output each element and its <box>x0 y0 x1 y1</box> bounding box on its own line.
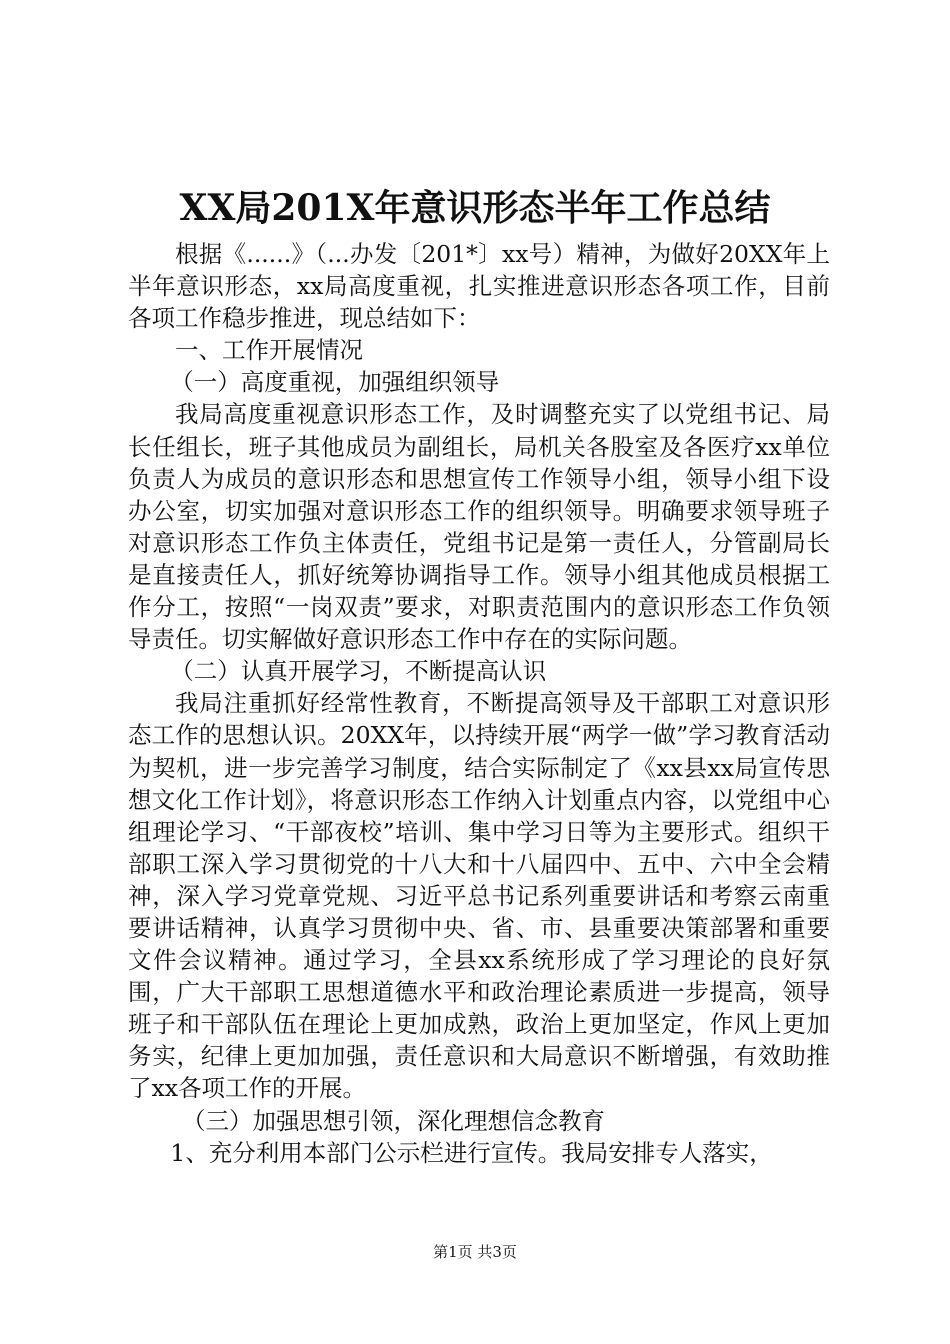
paragraph-study: 我局注重抓好经常性教育，不断提高领导及干部职工对意识形态工作的思想认识。20XX年，以持续开展“两学一做”学习教育活动为契机，进一步完善学习制度，结合实际制定了《xx县xx局宣传思想文化工作计划》，将意识形态工作纳入计划重点内容，以党组中心组理论学习、“干部夜校”培训、集中学习日等为主要形式。组织干部职工深入学习贯彻党的十八大和十八届四中、五中、六中全会精神，深入学习党章党规、习近平总书记系列重要讲话和考察云南重要讲话精神，认真学习贯彻中央、省、市、县重要决策部署和重要文件会议精神。通过学习，全县xx系统形成了学习理论的良好氛围，广大干部职工思想道德水平和政治理论素质进一步提高，领导班子和干部队伍在理论上更加成熟，政治上更加坚定，作风上更加务实，纪律上更加加强，责任意识和大局意识不断增强，有效助推了xx各项工作的开展。 <box>128 689 830 1103</box>
paragraph-organization: 我局高度重视意识形态工作，及时调整充实了以党组书记、局长任组长，班子其他成员为副组长，局机关各股室及各医疗xx单位负责人为成员的意识形态和思想宣传工作领导小组，领导小组下设办公室，切实加强对意识形态工作的组织领导。明确要求领导班子对意识形态工作负主体责任，党组书记是第一责任人，分管副局长是直接责任人，抓好统筹协调指导工作。领导小组其他成员根据工作分工，按照“一岗双责”要求，对职责范围内的意识形态工作负领导责任。切实解做好意识形态工作中存在的实际问题。 <box>128 400 830 654</box>
subsection-heading-3: （三）加强思想引领，深化理想信念教育 <box>182 1106 606 1135</box>
document-body <box>128 238 830 1169</box>
page-footer: 第1页 共3页 <box>433 1243 517 1261</box>
paragraph-bulletin: 1、充分利用本部门公示栏进行宣传。我局安排专人落实， <box>170 1138 773 1167</box>
document-title: XX局201X年意识形态半年工作总结 <box>179 187 771 229</box>
intro-paragraph: 根据《......》（...办发〔201*〕xx号）精神，为做好20XX年上半年意识形态，xx局高度重视，扎实推进意识形态各项工作，目前各项工作稳步推进，现总结如下： <box>128 240 830 333</box>
subsection-heading-2: （二）认真开展学习，不断提高认识 <box>170 657 547 686</box>
section-heading-1: 一、工作开展情况 <box>175 336 363 365</box>
subsection-heading-1: （一）高度重视，加强组织领导 <box>170 368 500 397</box>
